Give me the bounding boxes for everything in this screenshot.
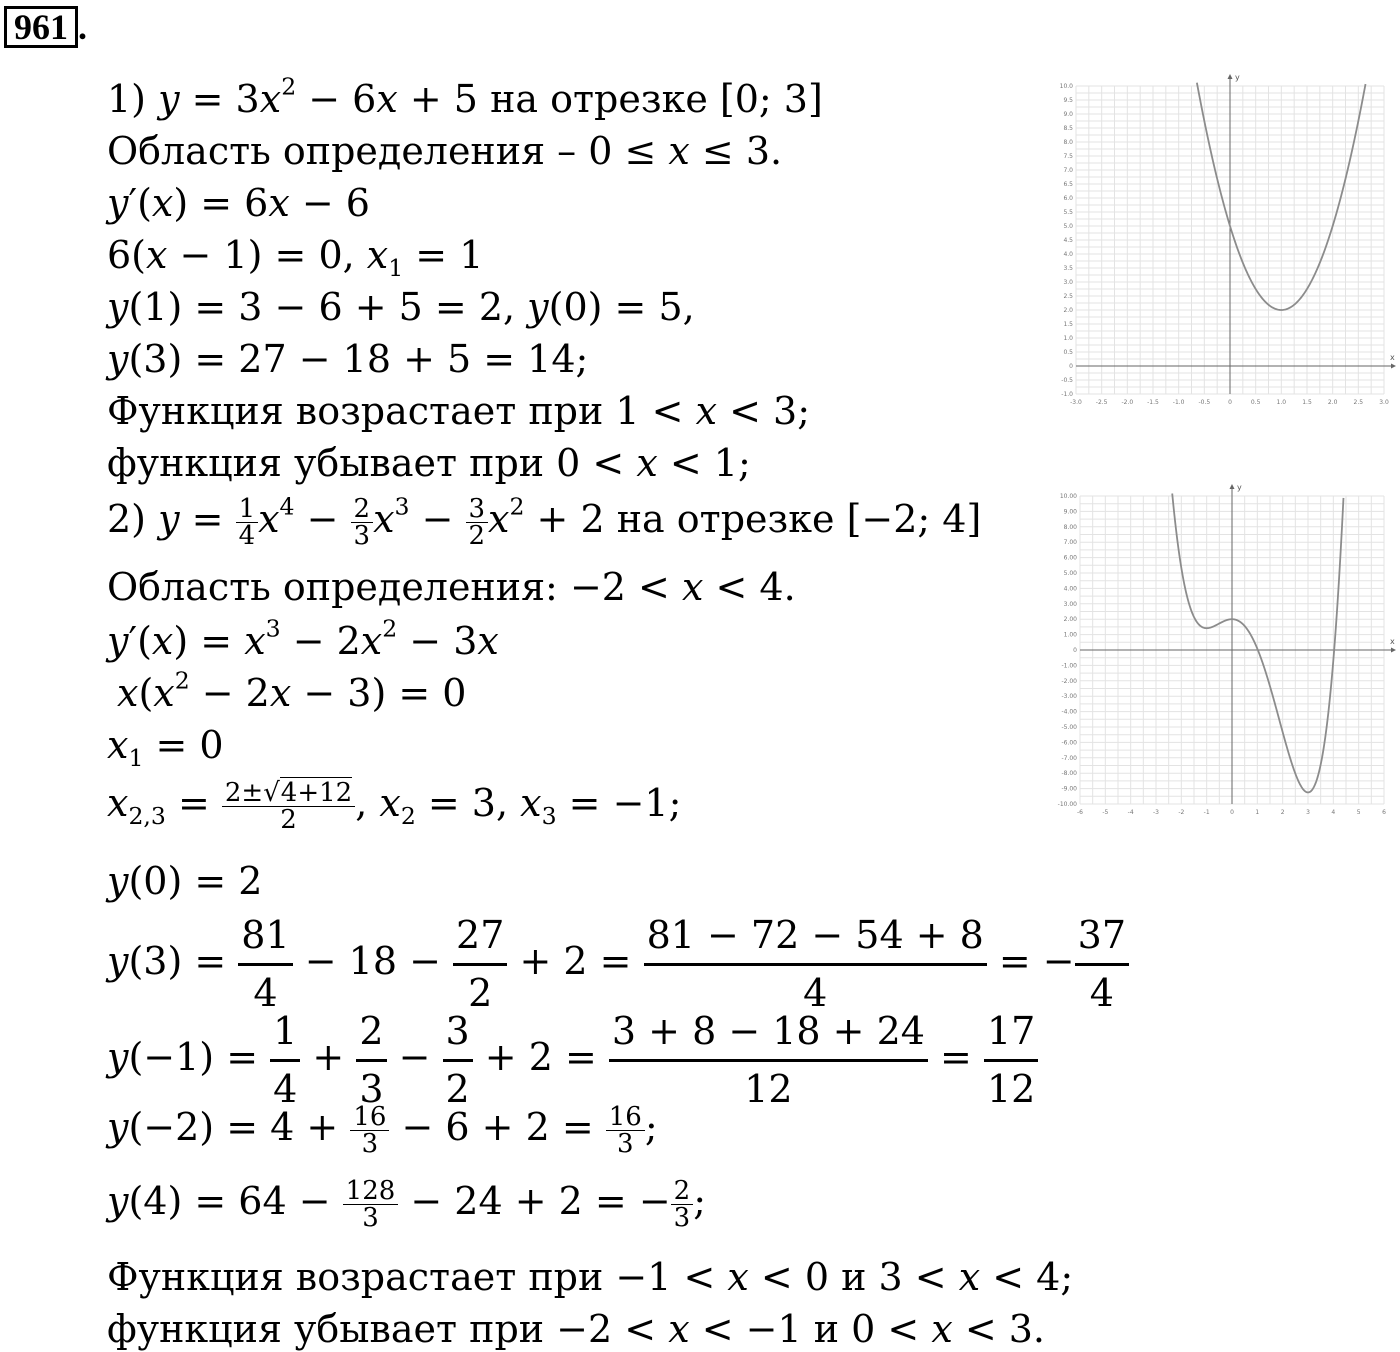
x-tick-label: 2.0 <box>1327 399 1338 406</box>
p2-y4: y(4) = 64 − $\frac{128}{3}$ − 24 + 2 = − $\frac{2}{3}$ ; <box>107 1176 707 1233</box>
y-axis-label: y <box>1235 73 1240 82</box>
p2-root1: $x_1 = 0$ <box>107 723 224 773</box>
x-tick-label: 6 <box>1382 809 1386 816</box>
y-tick-label: -1.00 <box>1061 662 1077 670</box>
p1-head-text: на отрезке <box>490 77 708 121</box>
y-tick-label: 5.0 <box>1063 223 1073 230</box>
y-tick-label: 1.00 <box>1063 631 1077 639</box>
y-tick-label: -1.0 <box>1061 391 1073 398</box>
x-tick-label: -2.5 <box>1095 399 1108 406</box>
y-tick-label: -2.00 <box>1061 677 1077 685</box>
p1-function: 1) $y = 3x^2 - 6x + 5$ на отрезке [0; 3] <box>107 72 823 121</box>
p1-values-b: y(3) = 27 − 18 + 5 = 14; <box>107 337 589 381</box>
y-tick-label: 8.00 <box>1063 523 1077 531</box>
y-tick-label: 8.5 <box>1063 125 1073 132</box>
p1-domain: Область определения – 0 ≤ x ≤ 3. <box>107 129 783 173</box>
x-axis-label: x <box>1390 637 1395 646</box>
y-tick-label: 9.5 <box>1063 97 1073 104</box>
y-axis-label: y <box>1237 483 1242 492</box>
y-tick-label: 3.5 <box>1063 265 1073 272</box>
p1-derivative: y′(x) = 6x − 6 <box>107 181 370 225</box>
y-axis-arrow <box>1230 484 1235 489</box>
x-axis-arrow <box>1391 364 1396 369</box>
p2-function: 2) y = $\frac{1}{4}$ $x^4$ − $\frac{2}{3}$ $x^3$ − $\frac{3}{2}$ $x^2 + 2$ на отрезке [−2; 4] <box>107 492 982 551</box>
p2-y-neg1: y(−1) = $\frac{1}{4}$ + $\frac{2}{3}$ − $\frac{3}{2}$ + 2 = $\frac{3 + 8 - 18 + 24}{12}$ = $\frac{17}{12}$ <box>107 1004 1038 1117</box>
y-tick-label: 10.00 <box>1059 493 1077 500</box>
y-tick-label: 7.0 <box>1063 167 1073 174</box>
x-tick-label: -4 <box>1127 809 1134 816</box>
y-tick-label: 1.5 <box>1063 321 1073 328</box>
y-tick-label: 3.00 <box>1063 600 1077 608</box>
domain-label: Область определения <box>107 129 546 173</box>
p2-factor: $x(x^2 - 2x - 3) = 0$ <box>117 666 467 715</box>
y-tick-label: 0 <box>1069 363 1073 370</box>
y-tick-label: 5.5 <box>1063 209 1073 216</box>
p2-decrease-label: функция убывает при <box>107 1307 545 1351</box>
y-tick-label: 4.00 <box>1063 585 1077 593</box>
y-tick-label: -0.5 <box>1061 377 1073 384</box>
p2-y-neg2: y(−2) = 4 + $\frac{16}{3}$ − 6 + 2 = $\frac{16}{3}$ ; <box>107 1102 658 1159</box>
y-tick-label: 7.00 <box>1063 539 1077 547</box>
x-tick-label: 0 <box>1228 399 1232 406</box>
y-tick-label: 10.0 <box>1059 83 1073 90</box>
y-tick-label: -4.00 <box>1061 708 1077 716</box>
x-tick-label: -2.0 <box>1121 399 1134 406</box>
y-tick-label: 0 <box>1073 647 1077 654</box>
x-tick-label: -1.5 <box>1147 399 1159 406</box>
p2-derivative: $y'(x) = x^3 - 2x^2 - 3x$ <box>107 614 499 663</box>
y-tick-label: -9.00 <box>1061 785 1077 793</box>
graph-quartic-svg <box>1057 482 1396 817</box>
y-tick-label: -10.00 <box>1057 801 1077 808</box>
p2-roots: $x_{2,3}$ = $\frac{2\pm√4+12}{2}$ , $x_2 = 3$, $x_3 = -1$; <box>107 778 682 835</box>
and-word: и <box>841 1255 867 1299</box>
x-tick-label: -0.5 <box>1198 399 1211 406</box>
y-tick-label: 7.5 <box>1063 153 1073 160</box>
x-tick-label: 3.0 <box>1379 399 1389 406</box>
y-tick-label: 6.00 <box>1063 554 1077 562</box>
x-tick-label: -3.0 <box>1070 399 1082 406</box>
p2-y0: y(0) = 2 <box>107 859 263 903</box>
x-tick-label: 0 <box>1230 809 1234 816</box>
x-tick-label: 2.5 <box>1353 399 1364 406</box>
x-tick-label: 5 <box>1356 809 1361 816</box>
y-tick-label: -8.00 <box>1061 770 1077 778</box>
x-tick-label: -5 <box>1102 809 1109 816</box>
task-number: 961 . <box>4 6 87 44</box>
task-number-box: 961 <box>4 6 78 48</box>
y-tick-label: 9.00 <box>1063 508 1077 516</box>
increase-label: Функция возрастает при <box>107 389 604 433</box>
p2-head-text: на отрезке <box>616 497 835 541</box>
y-tick-label: 4.0 <box>1063 251 1073 258</box>
p1-increase: Функция возрастает при 1 < x < 3; <box>107 389 810 433</box>
x-tick-label: 3 <box>1306 809 1310 816</box>
x-tick-label: 1 <box>1255 809 1260 816</box>
p2-domain-label: Область определения: <box>107 565 558 609</box>
x-tick-label: 1.5 <box>1302 399 1312 406</box>
decrease-label: функция убывает при <box>107 441 545 485</box>
x-tick-label: -1 <box>1203 809 1210 816</box>
p2-increase-label: Функция возрастает при <box>107 1255 604 1299</box>
y-tick-label: -3.00 <box>1061 693 1077 701</box>
p2-domain: Область определения: −2 < x < 4. <box>107 565 796 609</box>
graph-parabola-svg <box>1060 72 1396 407</box>
y-tick-label: 2.0 <box>1063 307 1073 314</box>
y-tick-label: 3.0 <box>1063 279 1073 286</box>
p1-root: 6(x − 1) = 0, $x_1 = 1$ <box>107 233 484 283</box>
y-tick-label: 5.00 <box>1063 570 1077 577</box>
y-tick-label: 6.0 <box>1063 195 1073 202</box>
x-tick-label: 2 <box>1280 809 1285 816</box>
x-tick-label: -3 <box>1153 809 1159 816</box>
y-tick-label: 9.0 <box>1063 111 1073 118</box>
x-tick-label: -2 <box>1178 809 1185 816</box>
y-tick-label: 4.5 <box>1063 237 1073 244</box>
function-curve <box>1172 493 1343 792</box>
x-tick-label: 1.0 <box>1276 399 1287 406</box>
and-word-2: и <box>813 1307 840 1351</box>
p2-increase: Функция возрастает при −1 < x < 0 и 3 < x < 4; <box>107 1255 1074 1299</box>
x-axis-label: x <box>1390 353 1395 362</box>
y-tick-label: 1.0 <box>1063 335 1073 342</box>
x-tick-label: 0.5 <box>1250 399 1261 406</box>
y-tick-label: 0.5 <box>1063 349 1073 356</box>
p1-decrease: функция убывает при 0 < x < 1; <box>107 441 751 485</box>
y-tick-label: -7.00 <box>1061 754 1077 762</box>
y-axis-arrow <box>1228 74 1233 79</box>
p2-decrease: функция убывает при −2 < x < −1 и 0 < x < 3. <box>107 1307 1046 1351</box>
y-tick-label: 2.00 <box>1063 616 1077 624</box>
graph-parabola <box>1060 72 1396 407</box>
y-tick-label: -5.00 <box>1061 724 1077 731</box>
p2-y3: y(3) = $\frac{81}{4}$ − 18 − $\frac{27}{2}$ + 2 = $\frac{81 - 72 - 54 + 8}{4}$ = − $\frac{37}{4}$ <box>107 908 1129 1021</box>
x-tick-label: 4 <box>1331 809 1336 816</box>
p1-values-a: y(1) = 3 − 6 + 5 = 2, y(0) = 5, <box>107 285 695 329</box>
y-tick-label: -6.00 <box>1061 739 1077 747</box>
graph-quartic <box>1057 482 1396 817</box>
x-tick-label: -1.0 <box>1172 399 1185 406</box>
y-tick-label: 2.5 <box>1063 293 1073 300</box>
x-tick-label: -6 <box>1077 809 1083 816</box>
y-tick-label: 6.5 <box>1063 181 1073 188</box>
y-tick-label: 8.0 <box>1063 139 1073 146</box>
x-axis-arrow <box>1391 648 1396 653</box>
